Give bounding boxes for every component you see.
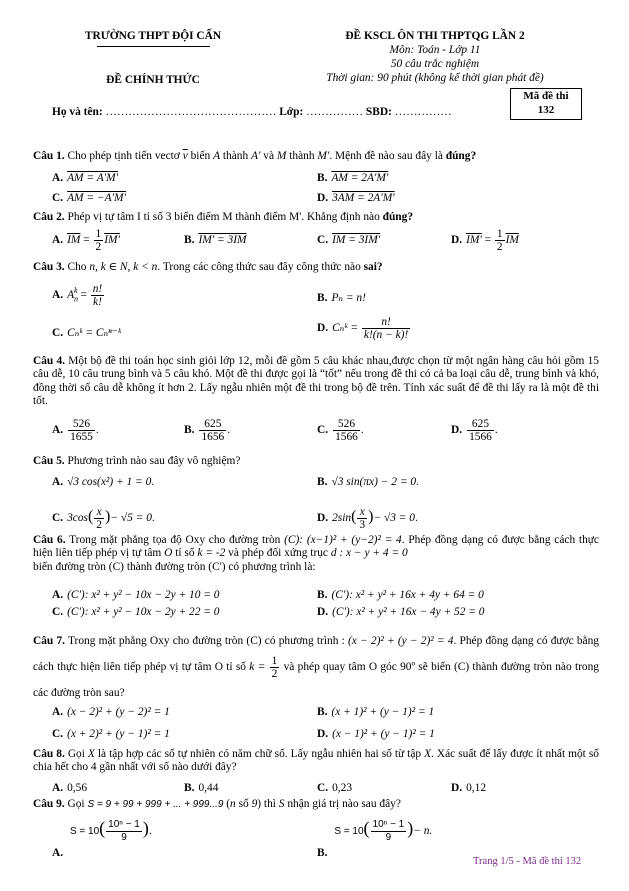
q4-option-c[interactable]: C. $\frac{526}{1566}$ . [317, 418, 364, 443]
option-value: (C'): x² + y² − 10x − 2y + 22 = 0 [67, 606, 220, 618]
school-name: TRƯỜNG THPT ĐỘI CẤN [84, 30, 222, 42]
q3-text-b: . Trong các công thức sau đây công thức nào [157, 261, 364, 273]
q8-option-a[interactable] [52, 782, 87, 794]
class-field[interactable]: …………… [306, 106, 364, 118]
option-fraction: $\frac{n!}{k!}$ [92, 283, 103, 308]
school-underline [97, 46, 210, 47]
q1-option-a[interactable] [52, 172, 118, 184]
q8-option-c[interactable] [317, 782, 352, 794]
option-fraction: $\frac{1}{2}$ [496, 228, 503, 253]
q5-option-c[interactable]: C. 3cos( $\frac{x}{2}$ )− √5 = 0. [52, 506, 155, 531]
question-8 [33, 748, 599, 775]
option-letter: C. [317, 234, 329, 246]
option-letter: A. [52, 847, 64, 859]
option-lhs: IM' [466, 234, 482, 247]
question-7 [33, 628, 599, 706]
q7-option-b[interactable] [317, 706, 434, 718]
q3-strong: sai? [363, 261, 383, 273]
option-value: (C'): x² + y² − 10x − 2y + 10 = 0 [67, 589, 220, 601]
q1-strong: đúng? [445, 150, 477, 162]
q3-option-b[interactable] [317, 290, 366, 304]
option-rhs: IM' [104, 234, 120, 247]
q6-option-c[interactable] [52, 606, 219, 618]
question-label: Câu 1. [33, 150, 65, 162]
option-letter: D. [451, 782, 463, 794]
question-label: Câu 9. [33, 798, 65, 810]
q8-option-d[interactable] [451, 782, 486, 794]
q7-text-c: và phép quay tâm O góc 90º sẽ biến (C) thành đường tròn nào trong các đường tròn sau? [33, 661, 600, 699]
question-label: Câu 2. [33, 211, 65, 223]
q2-option-d[interactable]: D. IM' = $\frac{1}{2}$ $\overline{IM}$ [451, 228, 519, 253]
option-value: Pₙ = n! [331, 292, 366, 304]
q9-text-d: ) thì [257, 798, 279, 810]
exam-code-label: Mã đề thi [523, 90, 569, 102]
official-label: ĐỀ CHÍNH THỨC [106, 74, 200, 86]
q4-option-b[interactable]: B. $\frac{625}{1656}$ . [184, 418, 231, 443]
option-func: 3cos [67, 512, 88, 525]
q9-option-a[interactable]: A. S = 10( $\frac{\text{10ⁿ − 1}}{9}$ ). [52, 818, 152, 859]
q9-text-e: nhận giá trị nào sau đây? [284, 798, 401, 810]
option-letter: A. [52, 589, 64, 601]
q3-condition: n, k ∈ N, k < n [89, 261, 158, 273]
option-rhs: − n. [413, 825, 433, 837]
option-lhs: Cₙᵏ = [332, 322, 359, 335]
option-value: 3AM = 2A'M' [332, 192, 395, 204]
q6-center: O [164, 547, 173, 560]
q1-text-b: biến [187, 150, 214, 162]
class-label: Lớp: [279, 106, 304, 118]
q7-option-a[interactable] [52, 706, 170, 718]
q7-k: k = [249, 661, 266, 673]
option-lhs: $\overline{IM}$ [67, 234, 81, 247]
q6-text-e: biến đường tròn (C) thành đường tròn (C') có phương trình là: [33, 560, 316, 573]
option-letter: D. [451, 234, 463, 247]
q8-text-a: Gọi [67, 748, 88, 760]
q1-point-a: A [213, 150, 221, 162]
option-value: 0,44 [198, 782, 219, 794]
q4-option-a[interactable]: A. $\frac{526}{1655}$ . [52, 418, 99, 443]
name-label: Họ và tên: [52, 106, 103, 118]
question-2 [33, 211, 599, 224]
q3-option-a[interactable]: A. $A_n^k$ = $\frac{n!}{k!}$ [52, 283, 103, 308]
option-fraction: $\frac{x}{3}$ [359, 506, 366, 531]
q6-axis: d : x − y + 4 = 0 [330, 547, 408, 560]
option-value: AM = A'M' [67, 172, 119, 184]
q1-option-b[interactable] [317, 172, 388, 184]
question-9 [33, 798, 599, 811]
q8-set-x: X [87, 748, 95, 760]
option-letter: A. [52, 782, 64, 794]
question-label: Câu 6. [33, 534, 66, 546]
option-letter: A. [52, 172, 64, 184]
option-value: AM = 2A'M' [331, 172, 389, 184]
q8-text-c: . Xác suất để lấy được ít nhất một số chia hết cho 4 gần nhất với số nào dưới đây? [33, 748, 599, 774]
q7-option-d[interactable] [317, 728, 435, 740]
q1-point-m1: M' [317, 150, 330, 162]
option-value: 0,56 [67, 782, 88, 794]
question-label: Câu 5. [33, 455, 65, 467]
option-letter: A. [52, 289, 64, 302]
question-1 [33, 150, 599, 163]
q7-text-a: Trong mặt phẳng Oxy cho đường tròn (C) có phương trình : [68, 635, 348, 647]
q9-s: S [278, 798, 285, 810]
option-letter: D. [317, 512, 329, 525]
option-letter: C. [317, 782, 329, 794]
question-5 [33, 455, 599, 468]
sbd-field[interactable]: …………… [394, 106, 452, 118]
q3-option-c[interactable] [52, 325, 121, 339]
option-lhs: A [67, 289, 75, 302]
exam-title: ĐỀ KSCL ÔN THI THPTQG LẦN 2 [345, 30, 525, 42]
q9-text-c: số [235, 798, 252, 810]
q6-ratio: k = -2 [197, 547, 226, 560]
q1-text-c: thành [220, 150, 252, 162]
q6-option-d[interactable] [317, 606, 484, 618]
question-4 [33, 355, 599, 409]
option-fraction: $\frac{\text{10ⁿ − 1}}{9}$ [372, 818, 405, 843]
option-value: (C'): x² + y² + 16x + 4y + 64 = 0 [331, 589, 484, 601]
option-letter: D. [317, 606, 329, 618]
question-6 [33, 534, 599, 574]
option-lhs: S = 10 [69, 826, 100, 837]
q1-text-f: . Mệnh đề nào sau đây là [329, 150, 446, 162]
q6-option-a[interactable] [52, 589, 219, 601]
option-letter: D. [317, 192, 329, 204]
exam-code-value: 132 [537, 104, 555, 116]
q5-option-a[interactable]: A. √3 cos(x²) + 1 = 0. [52, 476, 155, 488]
sbd-label: SBD: [365, 106, 392, 118]
option-letter: A. [52, 234, 64, 247]
q5-option-b[interactable]: B. √3 sin(πx) − 2 = 0. [317, 476, 419, 488]
option-letter: B. [317, 172, 328, 184]
option-value: AM = −A'M' [67, 192, 126, 204]
option-fraction: $\frac{526}{1566}$ [335, 418, 358, 443]
option-letter: D. [317, 728, 329, 740]
q6-text-c: tỉ số [172, 547, 198, 560]
option-value: √3 cos(x²) + 1 = 0 [67, 476, 152, 488]
option-value: (x + 2)² + (y − 1)² = 1 [67, 728, 170, 740]
q6-option-b[interactable] [317, 589, 484, 601]
option-value: 0,23 [332, 782, 353, 794]
subject: Môn: Toán - Lớp 11 [389, 44, 481, 56]
q5-text: Phương trình nào sau đây vô nghiệm? [67, 455, 241, 467]
option-value: (x − 2)² + (y − 2)² = 1 [67, 706, 170, 718]
option-letter: C. [52, 606, 64, 618]
option-letter: C. [52, 327, 64, 339]
q7-option-c[interactable] [52, 728, 170, 740]
option-letter: C. [317, 424, 329, 437]
option-lhs: S = 10 [334, 826, 364, 837]
q4-option-d[interactable]: D. $\frac{625}{1566}$ . [451, 418, 498, 443]
q6-text-d: và phép đối xứng trục [225, 547, 331, 560]
option-letter: A. [52, 424, 64, 437]
q1-point-m: M [276, 150, 287, 162]
option-letter: B. [184, 782, 195, 794]
q9-nine: 9 [251, 798, 258, 810]
option-fraction: $\frac{625}{1656}$ [201, 418, 225, 443]
option-fraction: $\frac{\text{10ⁿ − 1}}{9}$ [108, 818, 140, 843]
q2-strong: đúng? [382, 211, 414, 223]
option-value: IM = 3IM' [332, 234, 381, 246]
q1-text-d: và [260, 150, 277, 162]
option-letter: B. [317, 706, 328, 718]
q1-option-c[interactable] [52, 192, 126, 204]
option-value: √3 sin(πx) − 2 = 0 [331, 476, 417, 488]
option-letter: A. [52, 706, 64, 718]
option-letter: B. [317, 292, 328, 304]
option-value: (C'): x² + y² + 16x − 4y + 52 = 0 [332, 606, 485, 618]
question-label: Câu 3. [33, 261, 65, 273]
option-fraction: $\frac{526}{1655}$ [70, 418, 93, 443]
question-count: 50 câu trắc nghiệm [390, 58, 480, 70]
option-value: IM' = 3IM [198, 234, 247, 246]
option-letter: D. [451, 424, 463, 437]
q2-option-a[interactable]: A. $\overline{IM}$ = $\frac{1}{2}$ IM' [52, 228, 120, 253]
option-fraction: $\frac{1}{2}$ [95, 228, 102, 253]
q9-text-a: Gọi [67, 798, 88, 810]
q9-option-b[interactable]: B. S = 10( $\frac{\text{10ⁿ − 1}}{9}$ )− n. [317, 818, 433, 859]
q8-option-b[interactable] [184, 782, 218, 794]
option-letter: D. [317, 322, 329, 335]
option-fraction: $\frac{625}{1566}$ [469, 418, 492, 443]
q1-option-d[interactable] [317, 192, 395, 204]
q7-equation: (x − 2)² + (y − 2)² = 4 [347, 635, 454, 647]
question-label: Câu 4. [33, 355, 66, 367]
q1-text-a: Cho phép tịnh tiến vectơ [67, 150, 183, 162]
option-letter: B. [184, 424, 195, 437]
option-value: (x + 1)² + (y − 1)² = 1 [331, 706, 435, 718]
q1-point-a1: A' [251, 150, 261, 162]
option-rhs: $\overline{IM}$ [505, 234, 519, 247]
option-tail: − √5 = 0 [110, 512, 152, 525]
q8-text-b: là tập hợp các số tự nhiên có năm chữ số. Lấy ngẫu nhiên hai số từ tập [94, 748, 425, 760]
page-footer: Trang 1/5 - Mã đề thi 132 [473, 856, 582, 867]
q8-set-x2: X [424, 748, 432, 760]
student-info-line [52, 106, 452, 118]
question-label: Câu 8. [33, 748, 65, 760]
q2-option-c[interactable] [317, 234, 380, 246]
option-func: 2sin [332, 512, 352, 525]
option-letter: B. [317, 589, 328, 601]
name-field[interactable]: ……………………………………… [105, 106, 277, 118]
exam-code-box [510, 88, 582, 120]
option-value: Cₙᵏ = Cₙⁿ⁻ᵏ [67, 327, 121, 339]
option-letter: C. [52, 512, 64, 525]
q3-text-a: Cho [67, 261, 90, 273]
q5-option-d[interactable]: D. 2sin( $\frac{x}{3}$ )− √3 = 0. [317, 506, 418, 531]
q9-text-b: ( [223, 798, 231, 810]
option-letter: B. [184, 234, 195, 246]
q3-option-d[interactable] [317, 316, 411, 341]
q6-text-b: . Phép đồng dạng có được bằng cách thực hiện liên tiếp phép vị tự tâm [33, 534, 599, 560]
option-letter: A. [52, 476, 64, 488]
q6-text-a: Trong mặt phẳng tọa độ Oxy cho đường tròn [69, 534, 285, 546]
option-letter: B. [317, 847, 328, 859]
q9-sum: S = 9 + 99 + 999 + ... + 999...9 [87, 799, 224, 810]
q6-circle: (C): (x−1)² + (y−2)² = 4 [284, 534, 402, 546]
option-fraction: $\frac{x}{2}$ [96, 506, 102, 531]
option-fraction: $\frac{n!}{k!(n - k)!}$ [363, 316, 409, 341]
option-letter: C. [52, 728, 64, 740]
q7-text-b: . Phép đồng dạng có được bằng cách thực hiện liên tiếp phép vị tự tâm O tỉ số [33, 635, 600, 673]
q2-text: Phép vị tự tâm I tỉ số 3 biến điểm M thành điểm M'. Khẳng định nào [67, 211, 383, 223]
exam-time: Thời gian: 90 phút (không kể thời gian phát đề) [326, 72, 544, 84]
q4-text: Một bộ đề thi toán học sinh giỏi lớp 12, mỗi đề gồm 5 câu khác nhau,được chọn từ một ngân hàng câu hỏi gồm 15 câu dễ, 10 câu trung bình và 5 câu khó. Một đề thi được gọi là “tốt” nếu trong đề thi có cả ba loại câu dễ, trung bình và khó, đồng thời số câu dễ không ít hơn 2. Lấy ngẫu nhiên một đề thi trong bộ đề trên. Tính xác suất để đề thi lấy ra là một đề thi tốt. [33, 355, 599, 408]
option-value: 0,12 [466, 782, 487, 794]
q1-vector-v: $\overline{v}$ [182, 150, 188, 162]
question-3 [33, 261, 599, 274]
q2-option-b[interactable] [184, 234, 247, 246]
option-letter: C. [52, 192, 64, 204]
option-letter: B. [317, 476, 328, 488]
q9-n: n [230, 798, 236, 810]
question-label: Câu 7. [33, 635, 65, 647]
q1-text-e: thành [286, 150, 318, 162]
q7-k-fraction: $\frac{1}{2}$ [271, 654, 278, 680]
option-value: (x − 1)² + (y − 1)² = 1 [332, 728, 435, 740]
option-tail: − √3 = 0 [373, 512, 415, 525]
